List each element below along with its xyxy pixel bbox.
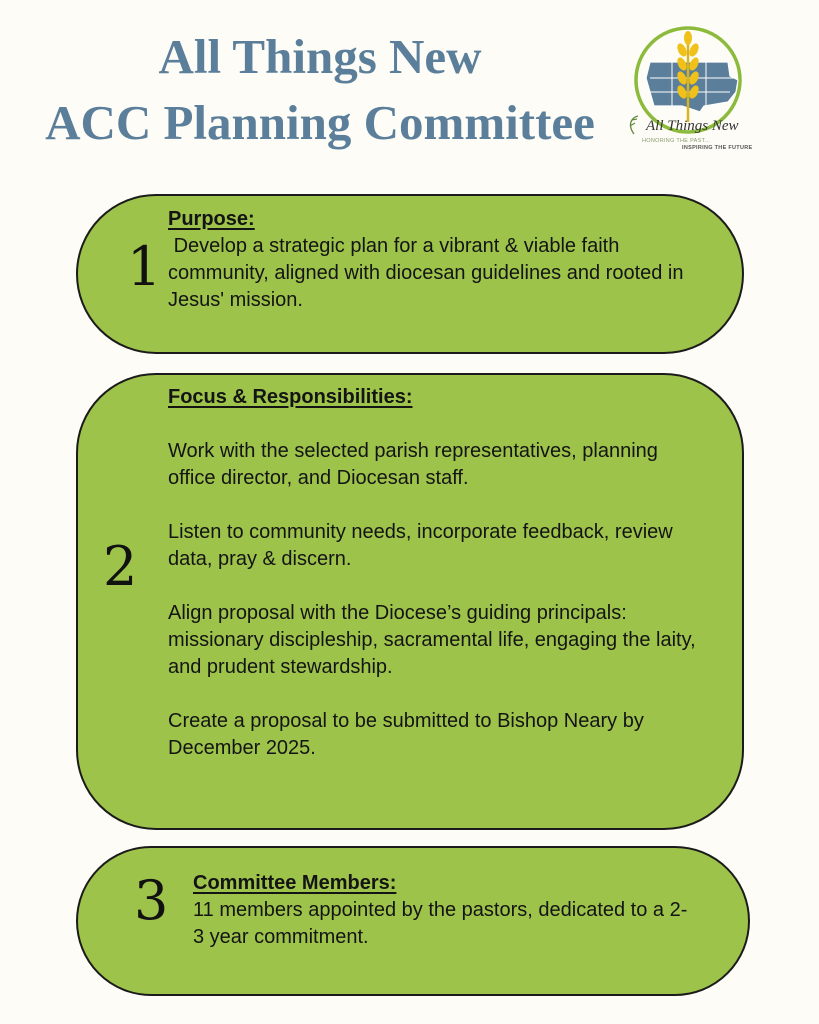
logo bbox=[620, 22, 755, 162]
section-number-2: 2 bbox=[103, 535, 138, 598]
focus-paragraph-1: Work with the selected parish representatives, planning office director, and Diocesan staff. bbox=[168, 440, 658, 489]
section-number-1: 1 bbox=[127, 235, 162, 298]
purpose-content bbox=[168, 206, 713, 314]
committee-body: 11 members appointed by the pastors, dedicated to a 2-3 year commitment. bbox=[193, 899, 688, 948]
focus-paragraph-2: Listen to community needs, incorporate feedback, review data, pray & discern. bbox=[168, 521, 673, 570]
purpose-heading: Purpose: bbox=[168, 208, 255, 230]
logo-tagline-2: INSPIRING THE FUTURE bbox=[682, 145, 753, 151]
focus-paragraph-4: Create a proposal to be submitted to Bishop Neary by December 2025. bbox=[168, 710, 644, 759]
title-line-1: All Things New bbox=[158, 29, 482, 84]
focus-heading: Focus & Responsibilities: bbox=[168, 386, 413, 408]
focus-content bbox=[168, 384, 698, 762]
committee-heading: Committee Members: bbox=[193, 872, 397, 894]
logo-title: All Things New bbox=[646, 118, 739, 134]
title-line-2: ACC Planning Committee bbox=[45, 95, 595, 150]
purpose-body: Develop a strategic plan for a vibrant & viable faith community, aligned with diocesan guidelines and rooted in Jesus' mission. bbox=[168, 235, 690, 311]
focus-paragraph-3: Align proposal with the Diocese’s guiding principals: missionary discipleship, sacramental life, engaging the laity, and prudent stewardship. bbox=[168, 602, 696, 678]
logo-tagline-1: HONORING THE PAST... bbox=[642, 138, 711, 144]
section-number-3: 3 bbox=[134, 869, 169, 932]
committee-content bbox=[193, 870, 693, 951]
page-title bbox=[20, 24, 620, 156]
